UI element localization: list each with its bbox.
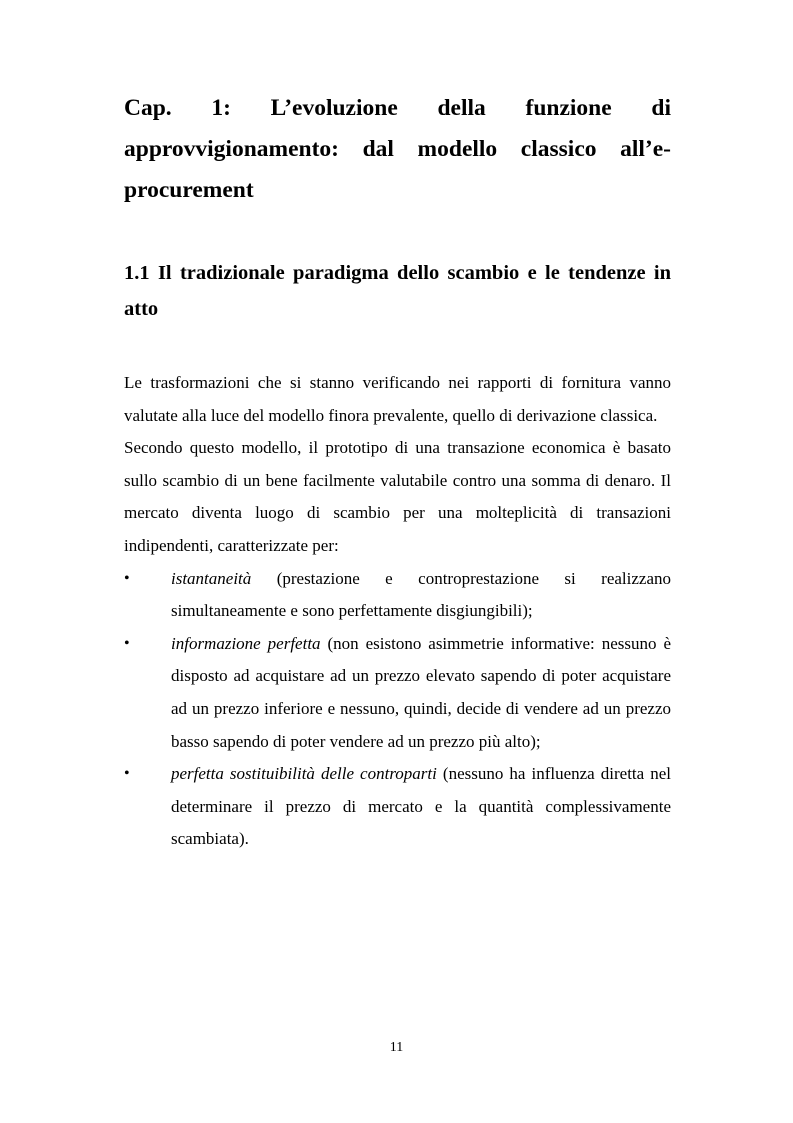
- chapter-title: Cap. 1: L’evoluzione della funzione di approvvigionamento: dal modello classico all’e-procurement: [124, 95, 671, 203]
- bullet-list: [124, 563, 671, 856]
- section-title: 1.1 Il tradizionale paradigma dello scambio e le tendenze in atto: [124, 262, 671, 320]
- bullet-text: (prestazione e controprestazione si realizzano simultaneamente e sono perfettamente disgiungibili);: [171, 568, 671, 621]
- paragraph: Le trasformazioni che si stanno verificando nei rapporti di fornitura vanno valutate alla luce del modello finora prevalente, quello di derivazione classica.: [124, 373, 671, 425]
- bullet-term: informazione perfetta: [171, 633, 321, 653]
- bullet-text: (non esistono asimmetrie informative: nessuno è disposto ad acquistare ad un prezzo elevato sapendo di poter acquistare ad un prezzo inferiore e nessuno, quindi, decide di vendere ad un prezzo basso sapendo di poter vendere ad un prezzo più alto);: [171, 633, 671, 751]
- bullet-term: perfetta sostituibilità delle controparti: [171, 764, 437, 784]
- list-item: [124, 628, 671, 758]
- bullet-term: istantaneità: [171, 568, 252, 588]
- list-item: [124, 563, 671, 628]
- bullet-icon: •: [124, 569, 130, 587]
- bullet-text: (nessuno ha influenza diretta nel determinare il prezzo di mercato e la quantità complessivamente scambiata).: [171, 764, 671, 849]
- body-text: [124, 367, 671, 856]
- bullet-icon: •: [124, 765, 130, 783]
- bullet-icon: •: [124, 634, 130, 652]
- paragraph: Secondo questo modello, il prototipo di una transazione economica è basato sullo scambio di un bene facilmente valutabile contro una somma di denaro. Il mercato diventa luogo di scambio per una molteplicità di transazioni indipendenti, caratterizzate per:: [124, 438, 671, 555]
- page-number: 11: [389, 1040, 404, 1055]
- list-item: [124, 758, 671, 856]
